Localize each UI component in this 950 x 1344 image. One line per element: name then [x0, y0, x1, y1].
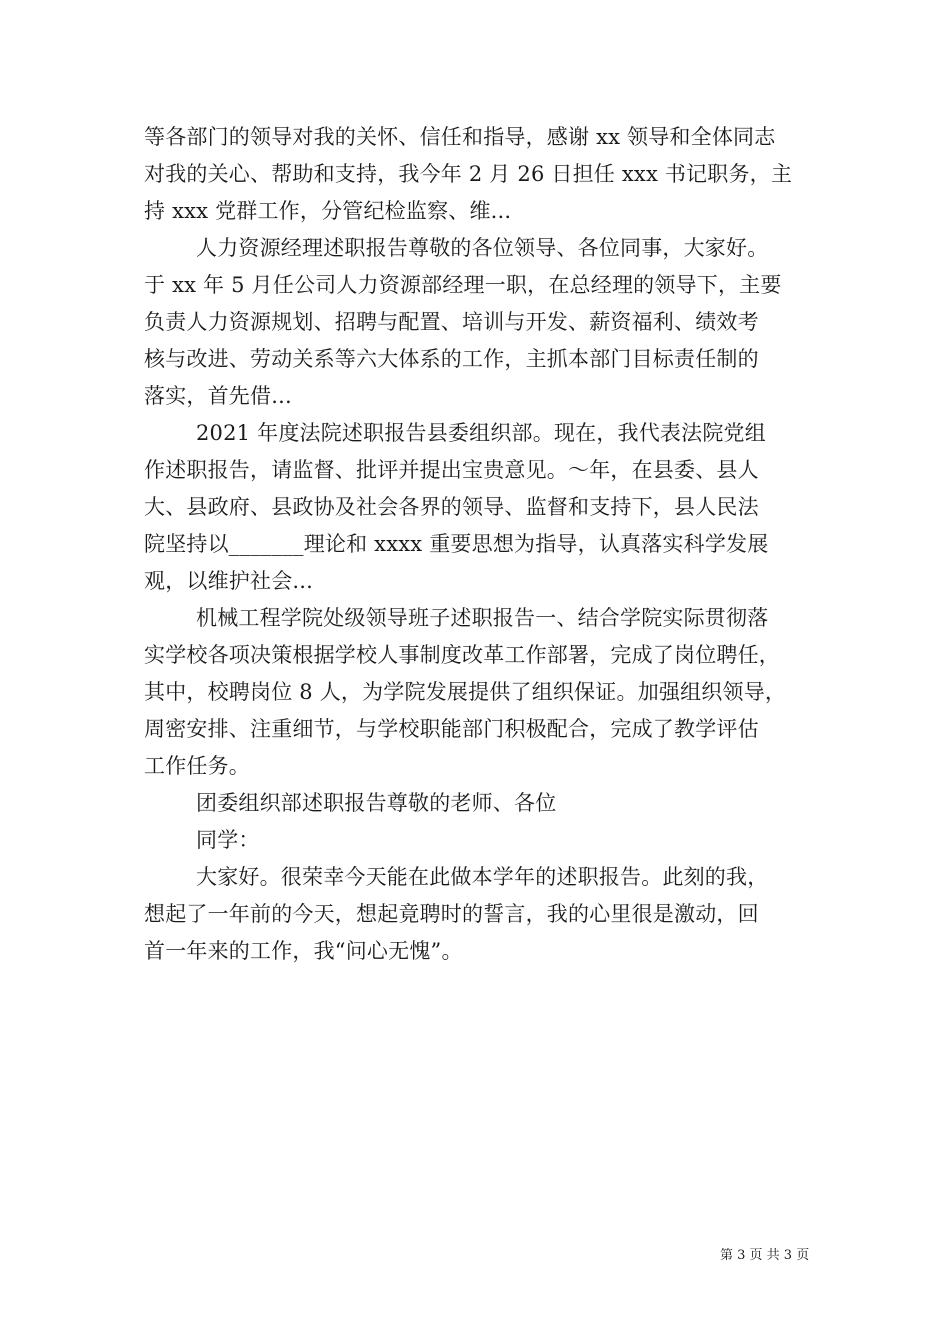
body-line-9: 2021 年度法院述职报告县委组织部。现在，我代表法院党组 [196, 421, 766, 445]
body-line-22: 想起了一年前的今天，想起竟聘时的誓言，我的心里很是激动，回 [144, 902, 759, 926]
body-line-7: 核与改进、劳动关系等六大体系的工作，主抓本部门目标责任制的 [144, 347, 759, 371]
body-line-16: 其中，校聘岗位 8 人，为学院发展提供了组织保证。加强组织领导， [144, 680, 787, 704]
body-line-12: 院坚持以_______理论和 xxxx 重要思想为指导，认真落实科学发展 [144, 532, 769, 556]
page-number-footer: 第 3 页 共 3 页 [720, 1248, 810, 1263]
body-line-1: 等各部门的领导对我的关怀、信任和指导，感谢 xx 领导和全体同志 [144, 125, 776, 149]
body-line-6: 负责人力资源规划、招聘与配置、培训与开发、薪资福利、绩效考 [144, 310, 759, 334]
body-line-15: 实学校各项决策根据学校人事制度改革工作部署，完成了岗位聘任， [144, 643, 780, 667]
body-line-11: 大、县政府、县政协及社会各界的领导、监督和支持下，县人民法 [144, 495, 759, 519]
body-line-14: 机械工程学院处级领导班子述职报告一、结合学院实际贯彻落 [196, 606, 769, 630]
body-line-10: 作述职报告，请监督、批评并提出宝贵意见。～年，在县委、县人 [144, 458, 759, 482]
body-line-20: 同学： [196, 828, 260, 852]
body-line-17: 周密安排、注重细节，与学校职能部门积极配合，完成了教学评估 [144, 717, 759, 741]
body-line-8: 落实，首先借... [144, 384, 292, 408]
body-line-2: 对我的关心、帮助和支持，我今年 2 月 26 日担任 xxx 书记职务，主 [144, 162, 793, 186]
body-line-3: 持 xxx 党群工作，分管纪检监察、维... [144, 199, 512, 223]
body-line-4: 人力资源经理述职报告尊敬的各位领导、各位同事，大家好。 [196, 236, 769, 260]
body-line-19: 团委组织部述职报告尊敬的老师、各位 [196, 791, 557, 815]
body-line-21: 大家好。很荣幸今天能在此做本学年的述职报告。此刻的我， [196, 865, 769, 889]
body-line-13: 观，以维护社会... [144, 569, 314, 593]
body-line-23: 首一年来的工作，我“问心无愧”。 [144, 939, 463, 963]
body-line-5: 于 xx 年 5 月任公司人力资源部经理一职，在总经理的领导下，主要 [144, 273, 782, 297]
body-line-18: 工作任务。 [144, 754, 250, 778]
